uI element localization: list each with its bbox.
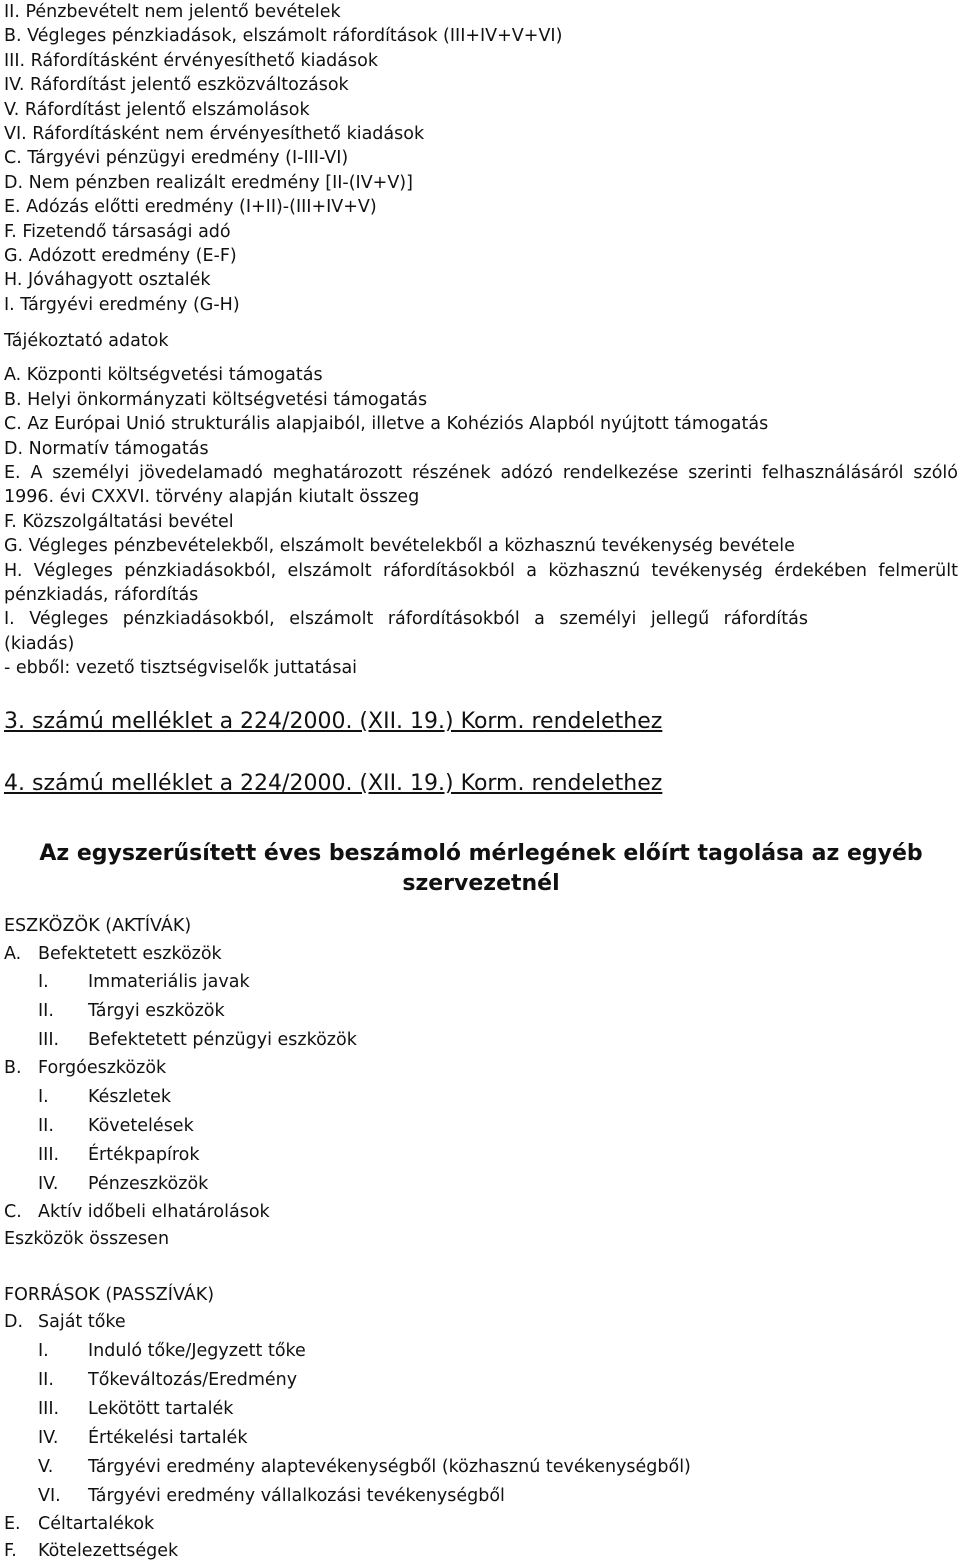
result-line: B. Végleges pénzkiadások, elszámolt ráfordítások (III+IV+V+VI): [4, 26, 563, 47]
balance-row: [38, 1452, 958, 1481]
row-label: Immateriális javak: [88, 972, 250, 993]
info-line: C. Az Európai Unió strukturális alapjaiból, illetve a Kohéziós Alapból nyújtott támogatás: [4, 414, 769, 435]
row-label: Tárgyi eszközök: [88, 1001, 225, 1022]
document: [4, 0, 958, 1565]
result-line: C. Tárgyévi pénzügyi eredmény (I-III-VI): [4, 148, 349, 169]
row-mark: I.: [38, 972, 49, 993]
row-label: Befektetett pénzügyi eszközök: [88, 1030, 357, 1051]
balance-row: [4, 1055, 958, 1083]
result-line: IV. Ráfordítást jelentő eszközváltozások: [4, 75, 349, 96]
balance-row: [38, 1082, 958, 1111]
row-mark: A.: [4, 943, 22, 964]
balance-row: [4, 1510, 958, 1538]
result-line: I. Tárgyévi eredmény (G-H): [4, 294, 240, 315]
row-label: Tárgyévi eredmény alaptevékenységből (közhasznú tevékenységből): [88, 1456, 691, 1477]
result-line: II. Pénzbevételt nem jelentő bevételek: [4, 2, 341, 22]
balance-row: [38, 1026, 958, 1055]
page-title: Az egyszerűsített éves beszámoló mérlegének előírt tagolása az egyéb szervezetnél: [39, 840, 923, 896]
row-mark: B.: [4, 1058, 22, 1079]
assets-section: [4, 913, 958, 1254]
balance-row: [38, 1169, 958, 1198]
balance-row: [38, 1111, 958, 1140]
balance-row: [38, 1481, 958, 1510]
row-label: Tőkeváltozás/Eredmény: [88, 1369, 298, 1390]
balance-row: [4, 1538, 958, 1566]
row-mark: IV.: [38, 1427, 59, 1448]
balance-row: [4, 940, 958, 968]
row-mark: V.: [38, 1456, 54, 1477]
row-label: Befektetett eszközök: [38, 943, 222, 964]
row-label: Követelések: [88, 1115, 194, 1136]
row-mark: VI.: [38, 1485, 61, 1506]
info-line: B. Helyi önkormányzati költségvetési támogatás: [4, 389, 428, 410]
balance-row: [38, 1394, 958, 1423]
row-mark: IV.: [38, 1173, 59, 1194]
row-label: Készletek: [88, 1086, 172, 1107]
row-label: Tárgyévi eredmény vállalkozási tevékenységből: [88, 1485, 505, 1506]
result-line: G. Adózott eredmény (E-F): [4, 246, 237, 267]
row-mark: C.: [4, 1201, 22, 1222]
row-label: Saját tőke: [38, 1312, 126, 1333]
assets-total: Eszközök összesen: [4, 1229, 170, 1250]
row-mark: II.: [38, 1369, 54, 1390]
assets-heading: ESZKÖZÖK (AKTÍVÁK): [4, 916, 192, 937]
info-lines: [4, 363, 958, 680]
balance-row: [38, 968, 958, 997]
result-line: V. Ráfordítást jelentő elszámolások: [4, 99, 310, 120]
info-line: D. Normatív támogatás: [4, 438, 209, 459]
result-line: H. Jóváhagyott osztalék: [4, 270, 211, 291]
info-line: E. A személyi jövedelamadó meghatározott részének adózó rendelkezése szerinti felhasználásáról szóló 1996. évi CXXVI. törvény alapján kiutalt összeg: [4, 462, 958, 508]
result-line: VI. Ráfordításként nem érvényesíthető kiadások: [4, 124, 425, 145]
row-mark: II.: [38, 1115, 54, 1136]
info-line: G. Végleges pénzbevételekből, elszámolt bevételekből a közhasznú tevékenység bevétele: [4, 536, 795, 557]
info-line: - ebből: vezető tisztségviselők juttatásai: [4, 658, 358, 679]
balance-row: [38, 1365, 958, 1394]
balance-row: [38, 1423, 958, 1452]
liabilities-section: [4, 1281, 958, 1565]
row-mark: III.: [38, 1398, 60, 1419]
result-line: E. Adózás előtti eredmény (I+II)-(III+IV+V): [4, 197, 377, 218]
info-heading: Tájékoztató adatok: [4, 331, 169, 352]
balance-row: [38, 1140, 958, 1169]
result-line: D. Nem pénzben realizált eredmény [II-(IV+V)]: [4, 172, 413, 193]
annex-4-link[interactable]: 4. számú melléklet a 224/2000. (XII. 19.) Korm. rendelethez: [4, 770, 663, 796]
result-line: III. Ráfordításként érvényesíthető kiadások: [4, 50, 378, 71]
row-label: Céltartalékok: [38, 1513, 155, 1534]
row-mark: II.: [38, 1001, 54, 1022]
row-label: Induló tőke/Jegyzett tőke: [88, 1340, 306, 1361]
balance-row: [4, 1309, 958, 1337]
info-line: A. Központi költségvetési támogatás: [4, 365, 323, 386]
result-lines: [4, 0, 958, 317]
row-label: Pénzeszközök: [88, 1173, 209, 1194]
balance-row: [38, 997, 958, 1026]
row-mark: III.: [38, 1030, 60, 1051]
row-label: Forgóeszközök: [38, 1058, 167, 1079]
row-mark: I.: [38, 1340, 49, 1361]
row-mark: F.: [4, 1541, 17, 1562]
row-label: Lekötött tartalék: [88, 1398, 234, 1419]
info-line: H. Végleges pénzkiadásokból, elszámolt ráfordításokból a közhasznú tevékenység érdekében felmerült pénzkiadás, ráfordítás: [4, 560, 958, 605]
row-mark: E.: [4, 1513, 21, 1534]
row-label: Értékelési tartalék: [88, 1427, 248, 1448]
row-mark: I.: [38, 1086, 49, 1107]
row-label: Értékpapírok: [88, 1144, 200, 1165]
balance-row: [38, 1336, 958, 1365]
info-line: F. Közszolgáltatási bevétel: [4, 511, 234, 532]
row-label: Kötelezettségek: [38, 1541, 179, 1562]
row-mark: III.: [38, 1144, 60, 1165]
liabilities-heading: FORRÁSOK (PASSZÍVÁK): [4, 1284, 215, 1305]
row-label: Aktív időbeli elhatárolások: [38, 1201, 270, 1222]
info-line: I. Végleges pénzkiadásokból, elszámolt ráfordításokból a személyi jellegű ráfordítás (kiadás): [4, 609, 808, 654]
balance-row: [4, 1198, 958, 1226]
annex-3-link[interactable]: 3. számú melléklet a 224/2000. (XII. 19.) Korm. rendelethez: [4, 708, 663, 734]
row-mark: D.: [4, 1312, 24, 1333]
result-line: F. Fizetendő társasági adó: [4, 221, 231, 242]
